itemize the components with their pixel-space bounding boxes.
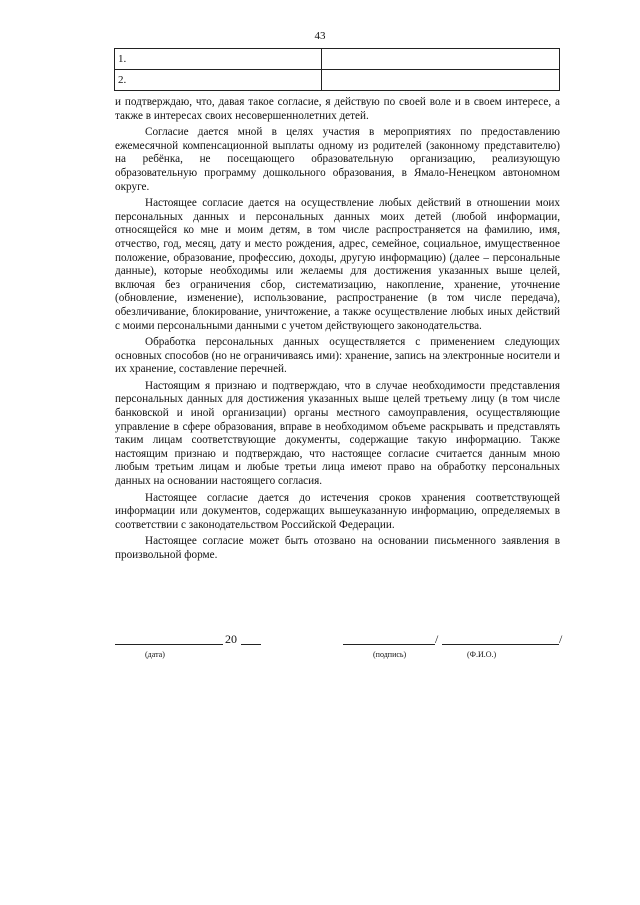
table-row xyxy=(115,70,560,91)
date-caption: (дата) xyxy=(145,650,165,659)
table-cell-number: 2. xyxy=(115,70,322,91)
paragraph: Настоящее согласие дается на осуществление любых действий в отношении моих персональных данных и персональных данных моих детей (любой информации, относящейся ко мне и моим детям, в том числе распространяется на фамилию, имя, отчество, год, месяц, дату и место рождения, адрес, семейное, социальное, имущественное положение, образование, профессию, доходы, другую информацию) (далее – персональные данные), которые необходимы или желаемы для достижения указанных выше целей, включая без ограничения сбор, систематизацию, накопление, хранение, уточнение (обновление, изменение), использование, распространение (в том числе передача), обезличивание, блокирование, уничтожение, а также осуществление любых иных действий с моими персональными данными с учетом действующего законодательства. xyxy=(115,197,560,332)
table-cell-value xyxy=(322,70,560,91)
slash-separator: / xyxy=(435,632,439,646)
table-row xyxy=(115,49,560,70)
paragraph: Настоящее согласие дается до истечения сроков хранения соответствующей информации или документов, содержащих вышеуказанную информацию, определяемых в соответствии с законодательством Российской Федерации. xyxy=(115,491,560,531)
table-cell-value xyxy=(322,49,560,70)
signature-line xyxy=(343,632,435,645)
date-line xyxy=(115,632,223,645)
page-number: 43 xyxy=(314,30,326,42)
paragraph: Согласие дается мной в целях участия в мероприятиях по предоставлению ежемесячной компенсационной выплаты одному из родителей (законному представителю) на ребёнка, не посещающего образовательную организацию, реализующую образовательную программу дошкольного образования, в Ямало-Ненецком автономном округе. xyxy=(115,126,560,193)
signature-caption: (подпись) xyxy=(373,650,407,659)
year-line xyxy=(241,632,261,645)
table-cell-number: 1. xyxy=(115,49,322,70)
year-prefix: 20 xyxy=(225,632,237,646)
name-line xyxy=(442,632,559,645)
consent-text xyxy=(115,96,560,566)
signature-block xyxy=(115,632,565,662)
paragraph: Настоящим я признаю и подтверждаю, что в случае необходимости представления персональных данных для достижения указанных выше целей третьему лицу (в том числе банковской и иной организации) органы местного самоуправления, осуществляющие управление в сфере образования, вправе в необходимом объеме раскрывать и представлять таким лицам соответствующие документы, содержащие такую информацию. Также настоящим признаю и подтверждаю, что настоящее согласие считается данным мною любым третьим лицам и любые третьи лица имеют право на обработку персональных данных на основании настоящего согласия. xyxy=(115,379,560,488)
slash-end: / xyxy=(559,632,563,646)
name-caption: (Ф.И.О.) xyxy=(467,650,497,659)
children-table xyxy=(114,48,560,91)
paragraph: Настоящее согласие может быть отозвано на основании письменного заявления в произвольной форме. xyxy=(115,535,560,561)
paragraph: Обработка персональных данных осуществляется с применением следующих основных способов (но не ограничиваясь ими): хранение, запись на электронные носители и их хранение, составление перечней. xyxy=(115,336,560,376)
paragraph: и подтверждаю, что, давая такое согласие, я действую по своей воле и в своем интересе, а также в интересах своих несовершеннолетних детей. xyxy=(115,96,560,122)
